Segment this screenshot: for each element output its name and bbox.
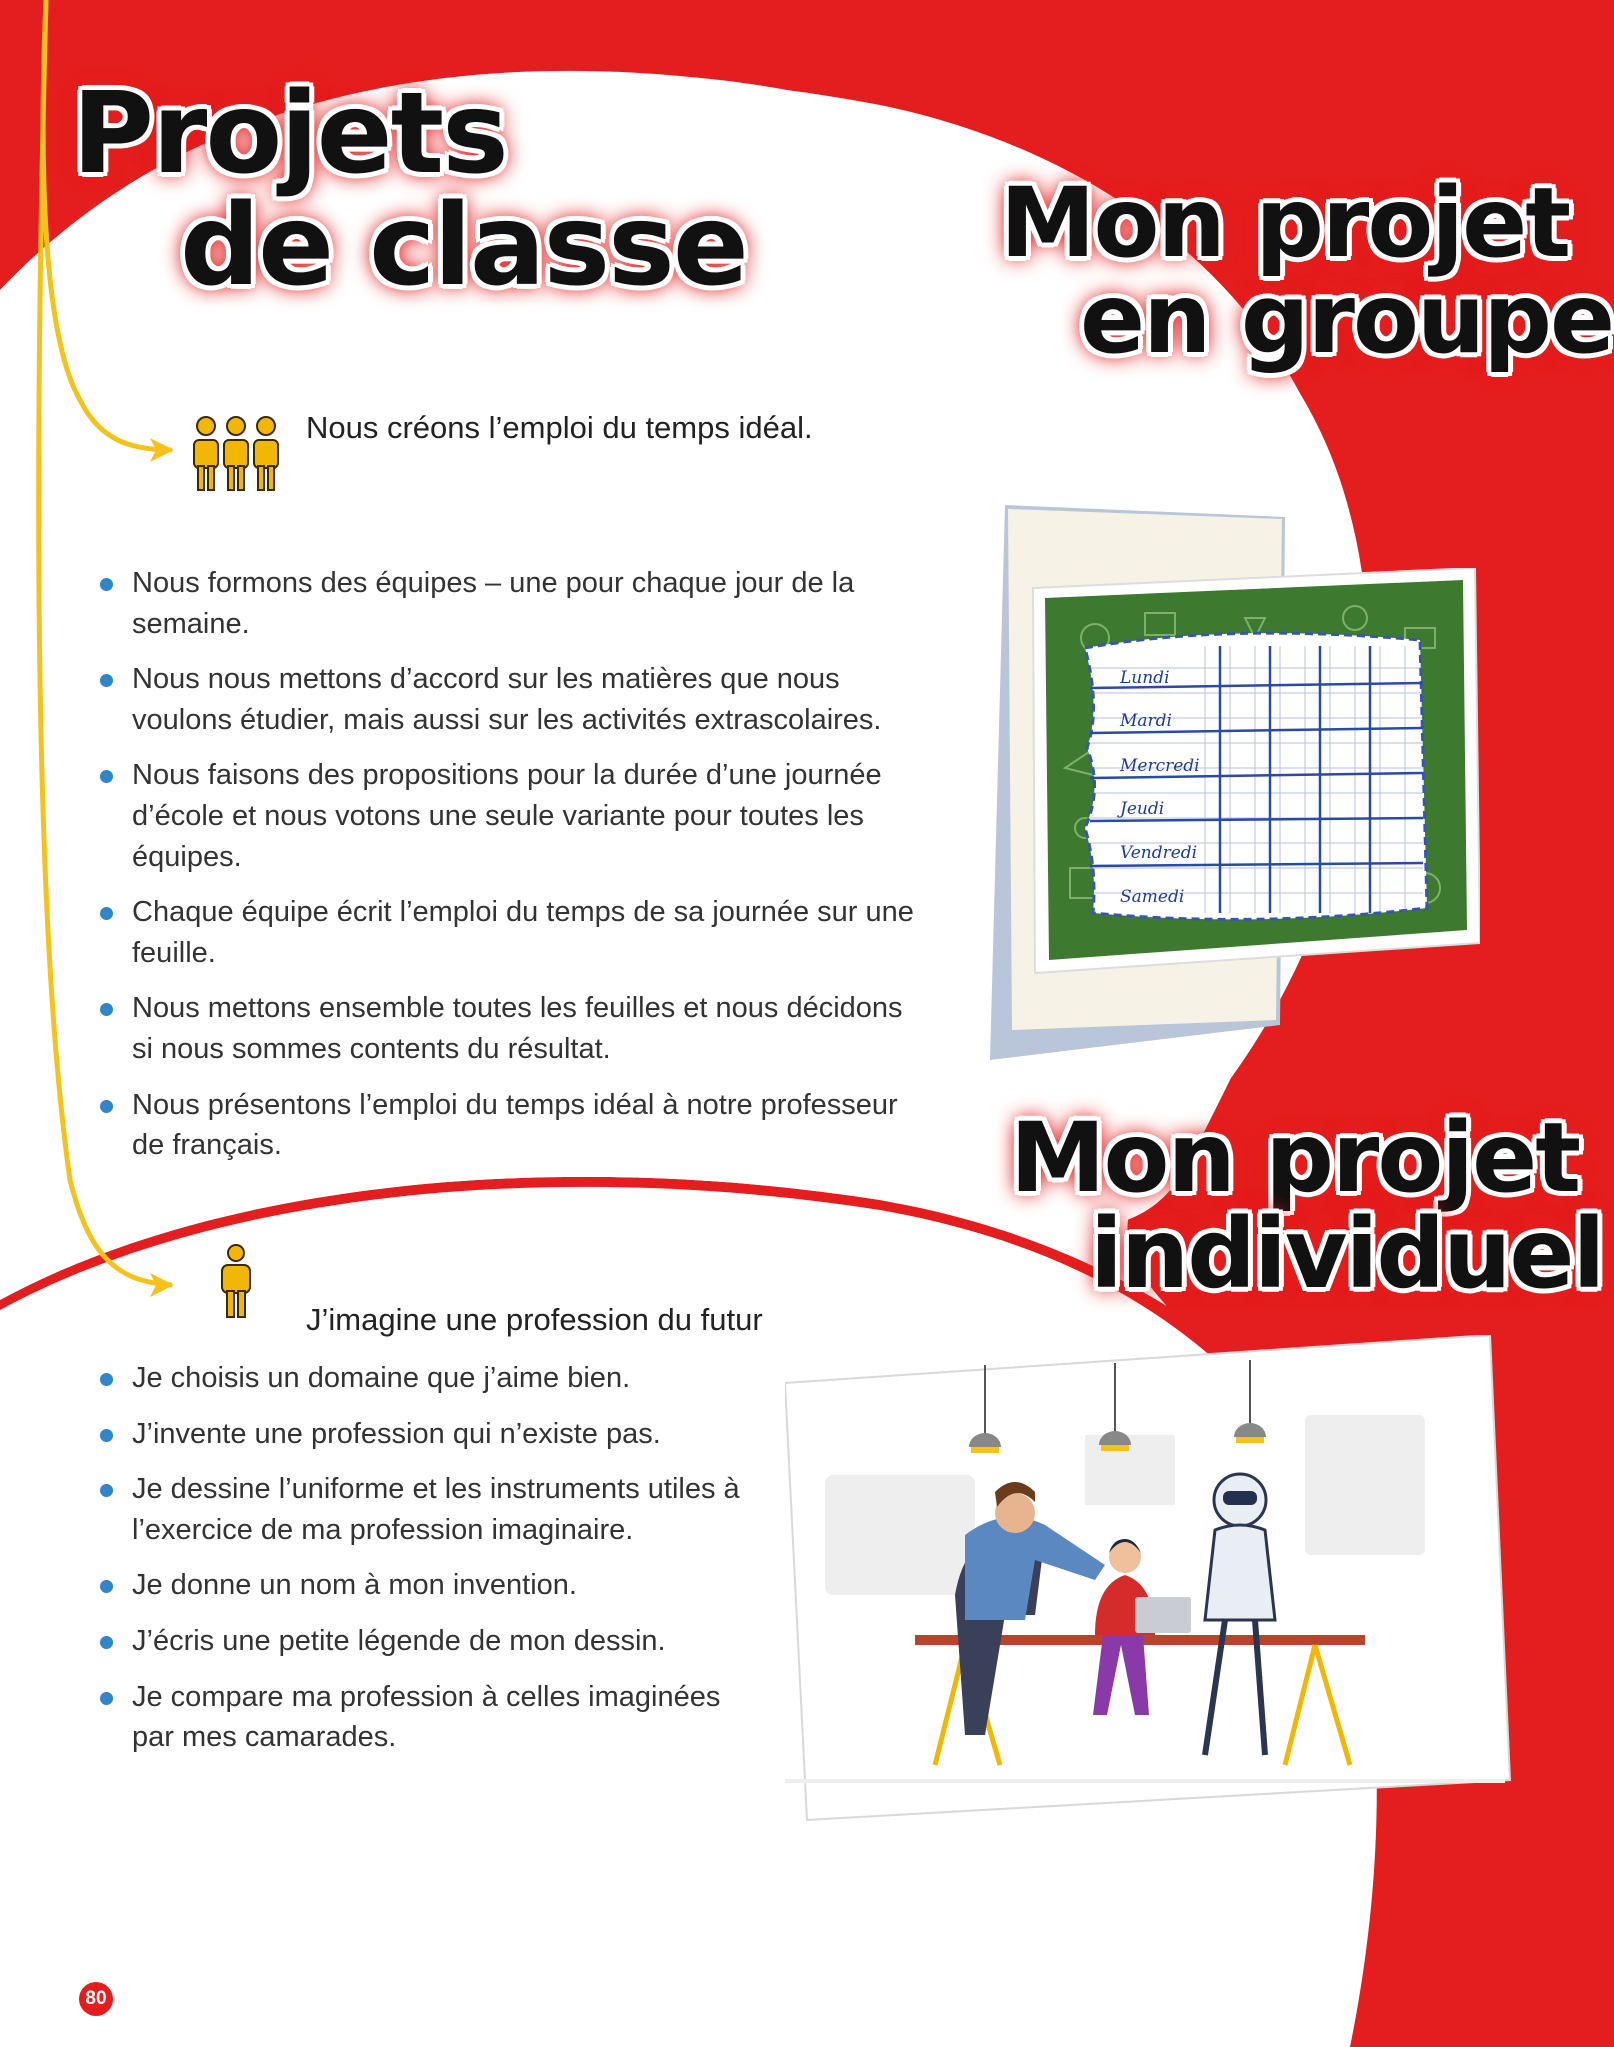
schedule-board-image: [1025, 568, 1480, 980]
list-item: J’invente une profession qui n’existe pas.: [100, 1414, 760, 1455]
list-item: Je donne un nom à mon invention.: [100, 1565, 760, 1606]
schedule-day-label: Mercredi: [1120, 756, 1200, 776]
schedule-day-label: Jeudi: [1120, 799, 1165, 819]
group-project-heading-line-1: Mon projet: [1000, 167, 1570, 279]
future-profession-illustration: [785, 1335, 1515, 1825]
schedule-day-label: Vendredi: [1120, 843, 1198, 863]
list-item: Chaque équipe écrit l’emploi du temps de sa journée sur une feuille.: [100, 892, 920, 973]
schedule-day-label: Mardi: [1120, 711, 1172, 731]
group-of-people-icon: [188, 412, 284, 494]
list-item: Je compare ma profession à celles imaginées par mes camarades.: [100, 1677, 760, 1758]
group-project-task: Nous créons l’emploi du temps idéal.: [306, 410, 813, 445]
group-project-heading-line-2: en groupe: [1080, 263, 1614, 375]
group-project-heading: [1000, 167, 1614, 375]
schedule-day-label: Samedi: [1120, 887, 1185, 907]
list-item: Je choisis un domaine que j’aime bien.: [100, 1358, 760, 1399]
list-item: J’écris une petite légende de mon dessin.: [100, 1621, 760, 1662]
individual-project-task: J’imagine une profession du futur: [306, 1302, 763, 1337]
individual-project-heading: [1010, 1102, 1604, 1310]
list-item: Nous présentons l’emploi du temps idéal à notre professeur de français.: [100, 1085, 920, 1166]
individual-project-heading-line-2: individuel: [1090, 1198, 1604, 1310]
group-project-steps: [100, 563, 920, 1181]
page-title-line-2: de classe: [180, 181, 747, 311]
list-item: Nous formons des équipes – une pour chaque jour de la semaine.: [100, 563, 920, 644]
single-person-icon: [214, 1243, 258, 1319]
schedule-day-label: Lundi: [1120, 668, 1170, 688]
page-number: 80: [79, 1982, 113, 2016]
page-title: [72, 69, 747, 311]
list-item: Nous mettons ensemble toutes les feuilles et nous décidons si nous sommes contents du résultat.: [100, 988, 920, 1069]
list-item: Nous faisons des propositions pour la durée d’une journée d’école et nous votons une seule variante pour toutes les équipes.: [100, 755, 920, 877]
individual-project-steps: [100, 1358, 760, 1773]
individual-project-heading-line-1: Mon projet: [1010, 1102, 1580, 1214]
page-title-line-1: Projets: [72, 69, 507, 199]
list-item: Nous nous mettons d’accord sur les matières que nous voulons étudier, mais aussi sur les activités extrascolaires.: [100, 659, 920, 740]
list-item: Je dessine l’uniforme et les instruments utiles à l’exercice de ma profession imaginaire.: [100, 1469, 760, 1550]
